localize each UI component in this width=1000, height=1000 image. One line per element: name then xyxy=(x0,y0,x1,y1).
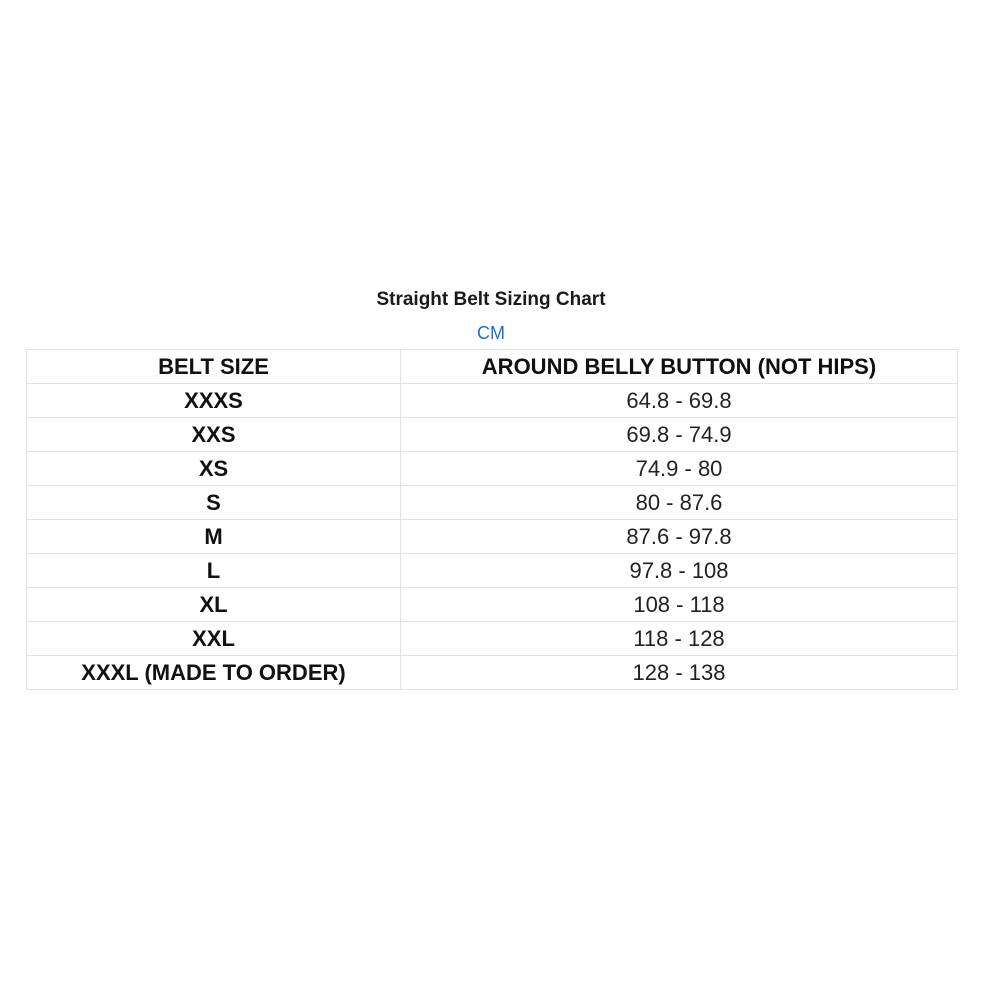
size-cell: XS xyxy=(27,452,401,486)
range-cell: 64.8 - 69.8 xyxy=(401,384,958,418)
size-cell: XXL xyxy=(27,622,401,656)
table-row xyxy=(27,452,958,486)
size-cell: XXXS xyxy=(27,384,401,418)
table-row xyxy=(27,384,958,418)
size-cell: S xyxy=(27,486,401,520)
range-cell: 108 - 118 xyxy=(401,588,958,622)
size-cell: XL xyxy=(27,588,401,622)
range-cell: 80 - 87.6 xyxy=(401,486,958,520)
table-row xyxy=(27,418,958,452)
header-belt-size: BELT SIZE xyxy=(27,350,401,384)
range-cell: 87.6 - 97.8 xyxy=(401,520,958,554)
table-row xyxy=(27,520,958,554)
table-row xyxy=(27,656,958,690)
chart-title: Straight Belt Sizing Chart xyxy=(376,289,606,310)
table-header-row xyxy=(27,350,958,384)
range-cell: 74.9 - 80 xyxy=(401,452,958,486)
table-row xyxy=(27,622,958,656)
table-row xyxy=(27,486,958,520)
header-measurement: AROUND BELLY BUTTON (NOT HIPS) xyxy=(401,350,958,384)
size-cell: M xyxy=(27,520,401,554)
range-cell: 128 - 138 xyxy=(401,656,958,690)
unit-label: CM xyxy=(477,323,505,343)
range-cell: 97.8 - 108 xyxy=(401,554,958,588)
size-cell: L xyxy=(27,554,401,588)
table-row xyxy=(27,554,958,588)
size-cell: XXS xyxy=(27,418,401,452)
range-cell: 69.8 - 74.9 xyxy=(401,418,958,452)
sizing-table xyxy=(26,349,958,690)
table-row xyxy=(27,588,958,622)
size-cell: XXXL (MADE TO ORDER) xyxy=(27,656,401,690)
range-cell: 118 - 128 xyxy=(401,622,958,656)
